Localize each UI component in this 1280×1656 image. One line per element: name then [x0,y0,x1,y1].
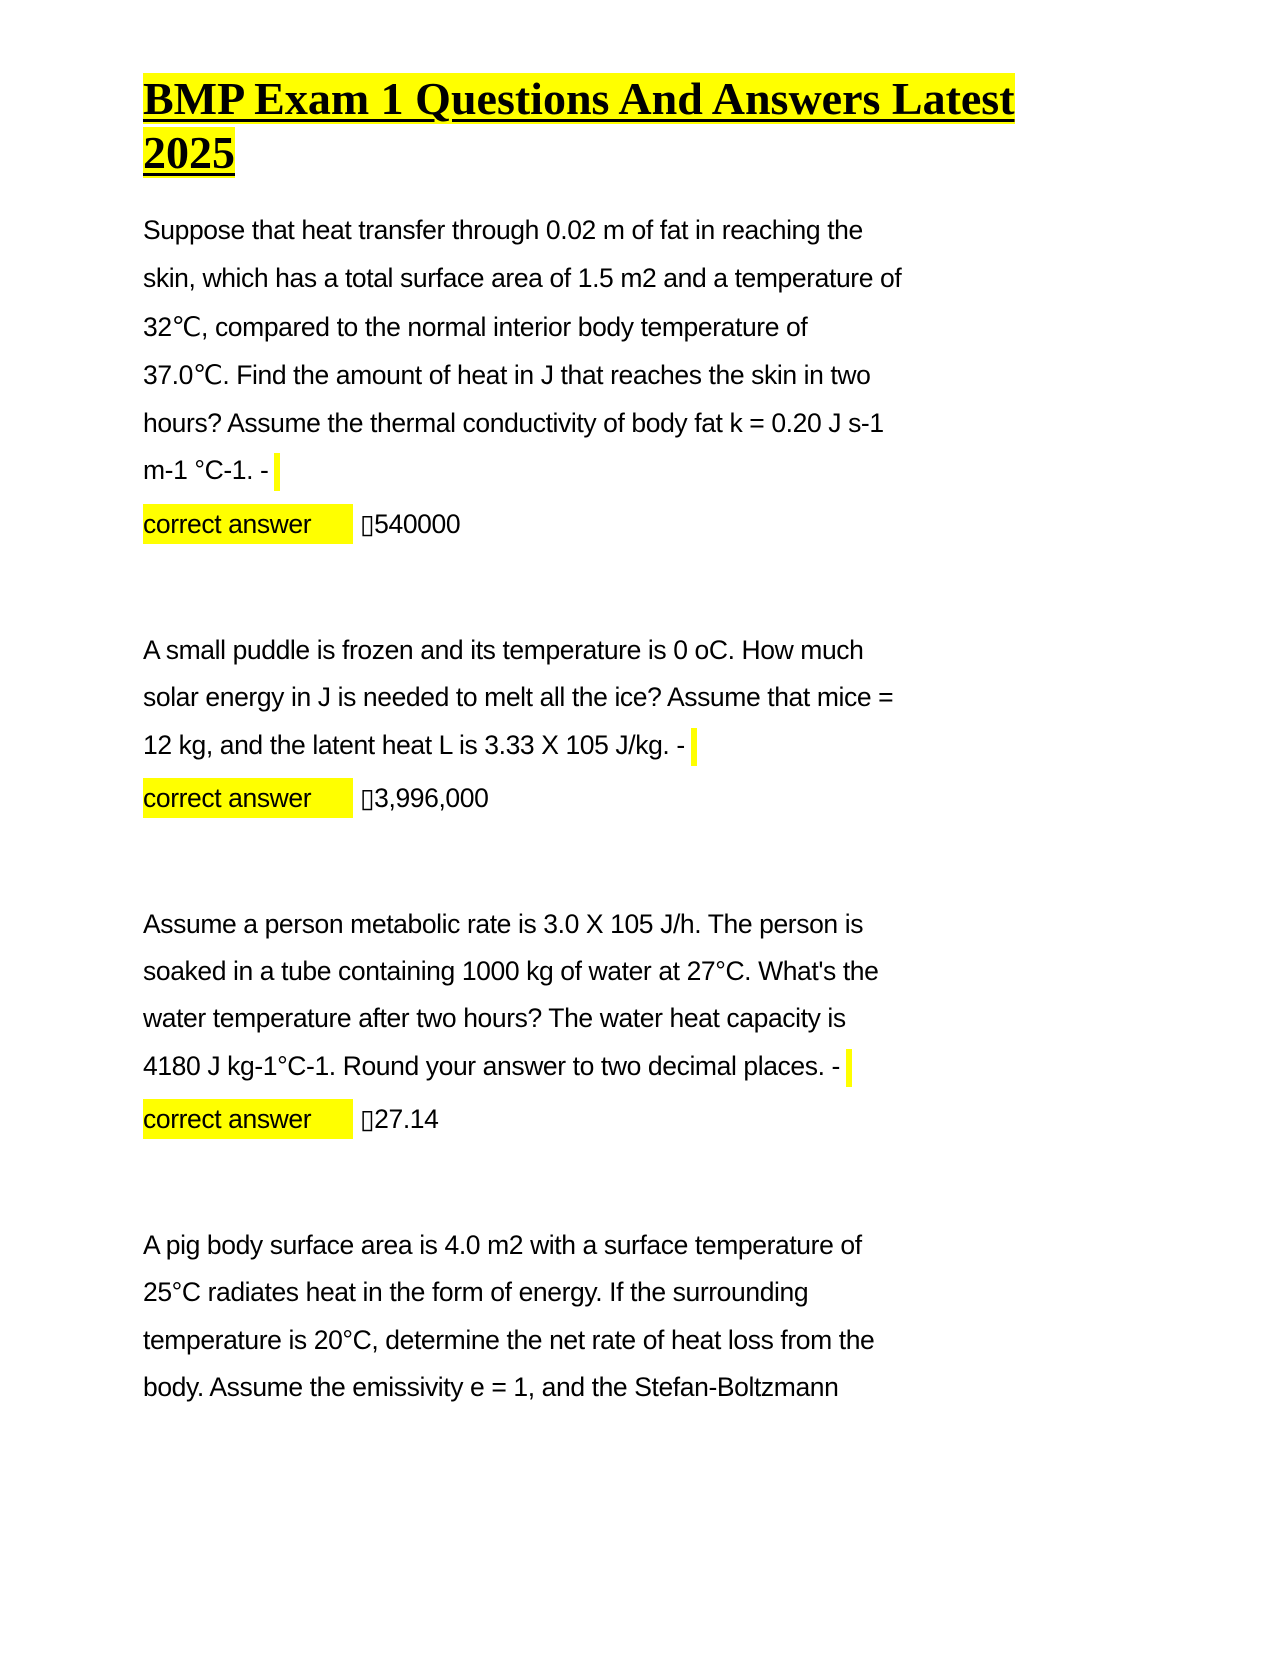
question-4-line: A pig body surface area is 4.0 m2 with a surface temperature of [143,1230,862,1260]
question-1-line: hours? Assume the thermal conductivity of body fat k = 0.20 J s-1 [143,408,884,438]
answer-1 [143,498,460,546]
question-4-line: temperature is 20°C, determine the net rate of heat loss from the [143,1325,875,1355]
question-1-last-line [143,446,280,494]
question-1-line: 32℃, compared to the normal interior body temperature of [143,312,808,342]
question-4-line: body. Assume the emissivity e = 1, and the Stefan-Boltzmann [143,1372,839,1402]
question-2-line: A small puddle is frozen and its temperature is 0 oC. How much [143,635,864,665]
answer-label: correct answer [143,778,353,818]
answer-value: 3,996,000 [374,783,489,813]
question-3-line: 4180 J kg-1°C-1. Round your answer to two decimal places. - [143,1051,840,1081]
question-1-line: m-1 °C-1. - [143,455,269,485]
answer-value: 27.14 [374,1104,439,1134]
missing-glyph-icon: ▯ [359,1104,375,1134]
answer-label: correct answer [143,504,353,544]
question-3-last-line [143,1042,852,1090]
question-3-line: Assume a person metabolic rate is 3.0 X 105 J/h. The person is [143,909,864,939]
highlight-marker [691,728,697,766]
question-3-line: water temperature after two hours? The water heat capacity is [143,1003,846,1033]
missing-glyph-icon: ▯ [359,509,375,539]
title-line-1: BMP Exam 1 Questions And Answers Latest [143,73,1015,124]
question-2-last-line [143,721,697,769]
answer-value: 540000 [374,509,461,539]
highlight-marker [846,1049,852,1087]
answer-2 [143,772,488,820]
question-3-line: soaked in a tube containing 1000 kg of water at 27°C. What's the [143,956,879,986]
question-2-line: solar energy in J is needed to melt all the ice? Assume that mice = [143,682,894,712]
missing-glyph-icon: ▯ [359,783,375,813]
question-1-line: skin, which has a total surface area of 1.5 m2 and a temperature of [143,263,902,293]
question-1-line: Suppose that heat transfer through 0.02 m of fat in reaching the [143,215,863,245]
title-line-2: 2025 [143,127,235,178]
question-1-line: 37.0℃. Find the amount of heat in J that reaches the skin in two [143,360,871,390]
document-title [143,72,1073,180]
question-2-line: 12 kg, and the latent heat L is 3.33 X 105 J/kg. - [143,730,685,760]
answer-3 [143,1093,438,1141]
answer-label: correct answer [143,1099,353,1139]
highlight-marker [274,453,280,491]
question-4-line: 25°C radiates heat in the form of energy. If the surrounding [143,1277,809,1307]
